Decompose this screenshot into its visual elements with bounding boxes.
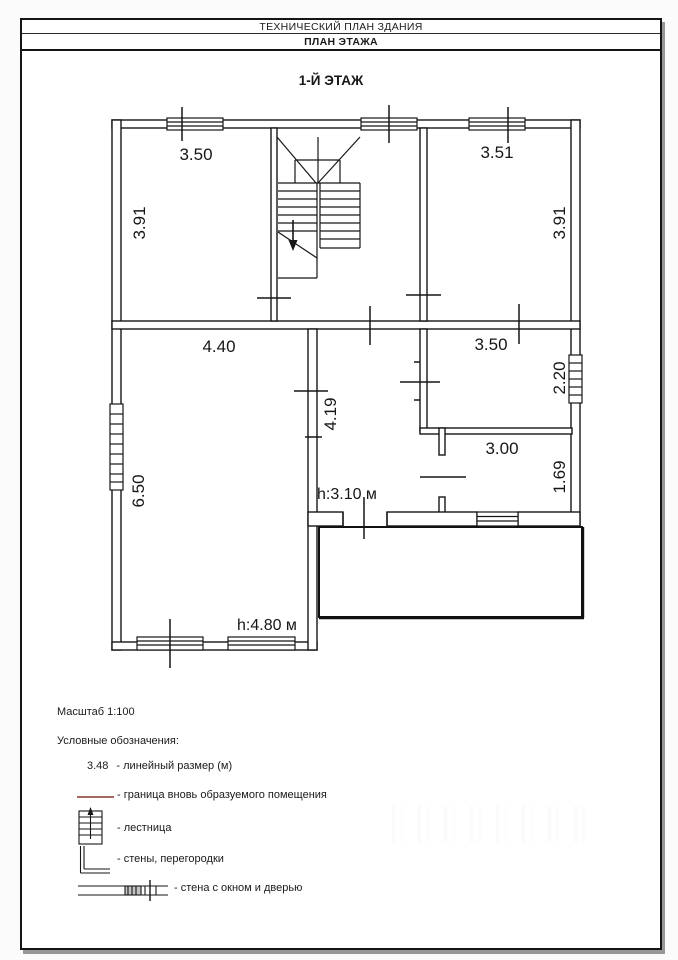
terrace-outline: [319, 527, 584, 618]
dim-top-right-width: 3.51: [480, 143, 514, 162]
dim-hall-height: 4.19: [321, 397, 340, 431]
dim-big-room-height: 6.50: [129, 474, 148, 508]
walls-icon: [79, 846, 113, 876]
dim-hall-ceiling: h:3.10 м: [317, 486, 377, 503]
dim-big-room-ceiling: h:4.80 м: [237, 617, 297, 634]
dim-big-room-width: 4.40: [202, 337, 236, 356]
boundary-line-icon: [77, 796, 114, 798]
floor-title: 1-Й ЭТАЖ: [298, 73, 364, 88]
window-door-wall-label: - стена с окном и дверью: [174, 882, 303, 894]
legend-item-linear-size: [87, 760, 232, 772]
dim-top-right-height: 3.91: [550, 206, 569, 240]
linear-size-sample: 3.48: [87, 760, 109, 772]
dim-small-room-width: 3.00: [485, 439, 519, 458]
document-subtitle: ПЛАН ЭТАЖА: [22, 34, 660, 51]
boundary-label: - граница вновь образуемого помещения: [117, 789, 327, 801]
dim-small-room-height: 1.69: [550, 460, 569, 494]
dim-mid-right-width: 3.50: [474, 335, 508, 354]
staircase: [277, 137, 360, 278]
linear-size-label: - линейный размер (м): [116, 760, 233, 772]
dim-top-left-height: 3.91: [130, 206, 149, 240]
dim-top-left-width: 3.50: [179, 145, 213, 164]
watermark: [392, 806, 598, 842]
stairs-icon: [78, 806, 106, 848]
stairs-label: - лестница: [117, 822, 172, 834]
window-door-wall-icon: [78, 878, 174, 904]
dim-mid-right-height: 2.20: [550, 361, 569, 395]
scale-label: Масштаб 1:100: [57, 706, 135, 718]
legend-title: Условные обозначения:: [57, 735, 179, 747]
walls-label: - стены, перегородки: [117, 853, 224, 865]
document-title: ТЕХНИЧЕСКИЙ ПЛАН ЗДАНИЯ: [22, 20, 660, 34]
